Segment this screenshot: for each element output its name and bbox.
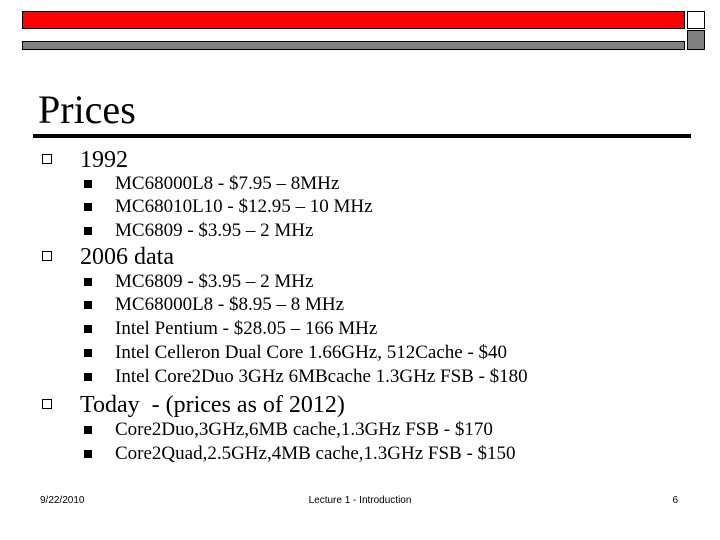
filled-square-bullet-icon — [84, 227, 92, 235]
list-item — [115, 271, 313, 293]
page-number: 6 — [672, 495, 678, 506]
filled-square-bullet-icon — [84, 373, 92, 381]
section-heading — [80, 146, 128, 174]
filled-square-bullet-icon — [84, 325, 92, 333]
list-item — [115, 173, 339, 195]
list-item-text: Intel Core2Duo 3GHz 6MBcache 1.3GHz FSB - $180 — [115, 366, 528, 387]
filled-square-bullet-icon — [84, 180, 92, 188]
list-item — [115, 419, 493, 441]
filled-square-bullet-icon — [84, 349, 92, 357]
banner-red-bar — [22, 11, 685, 29]
list-item — [115, 318, 377, 340]
list-item-text: MC6809 - $3.95 – 2 MHz — [115, 220, 314, 241]
list-item — [115, 220, 313, 242]
section-heading — [80, 391, 345, 419]
footer-date: 9/22/2010 — [40, 495, 85, 506]
list-item — [115, 342, 507, 364]
list-item-text: Intel Celleron Dual Core 1.66GHz, 512Cache - $40 — [115, 342, 508, 363]
list-item-text: MC68010L10 - $12.95 – 10 MHz — [115, 196, 373, 217]
slide-title: Prices — [38, 87, 136, 132]
list-item — [115, 366, 528, 388]
list-item — [115, 443, 516, 465]
title-underline — [33, 134, 691, 138]
banner-gray-square — [687, 30, 705, 50]
section-heading-text: Today - (prices as of 2012) — [80, 392, 345, 418]
footer-title: Lecture 1 - Introduction — [308, 495, 412, 506]
hollow-square-bullet-icon — [42, 399, 52, 409]
list-item-text: Core2Quad,2.5GHz,4MB cache,1.3GHz FSB - $150 — [115, 443, 516, 464]
list-item-text: MC6809 - $3.95 – 2 MHz — [115, 271, 314, 292]
list-item-text: MC68000L8 - $7.95 – 8MHz — [115, 173, 340, 194]
list-item-text: Core2Duo,3GHz,6MB cache,1.3GHz FSB - $170 — [115, 419, 493, 440]
hollow-square-bullet-icon — [42, 251, 52, 261]
filled-square-bullet-icon — [84, 203, 92, 211]
list-item — [115, 294, 344, 316]
filled-square-bullet-icon — [84, 450, 92, 458]
filled-square-bullet-icon — [84, 278, 92, 286]
section-heading-text: 2006 data — [80, 244, 174, 270]
title-banner — [22, 11, 710, 39]
filled-square-bullet-icon — [84, 426, 92, 434]
list-item-text: MC68000L8 - $8.95 – 8 MHz — [115, 294, 345, 315]
banner-gray-bar — [22, 41, 685, 50]
list-item-text: Intel Pentium - $28.05 – 166 MHz — [115, 318, 378, 339]
banner-white-square — [687, 11, 705, 29]
hollow-square-bullet-icon — [42, 154, 52, 164]
filled-square-bullet-icon — [84, 301, 92, 309]
section-heading — [80, 243, 174, 271]
section-heading-text: 1992 — [80, 147, 128, 173]
list-item — [115, 196, 373, 218]
